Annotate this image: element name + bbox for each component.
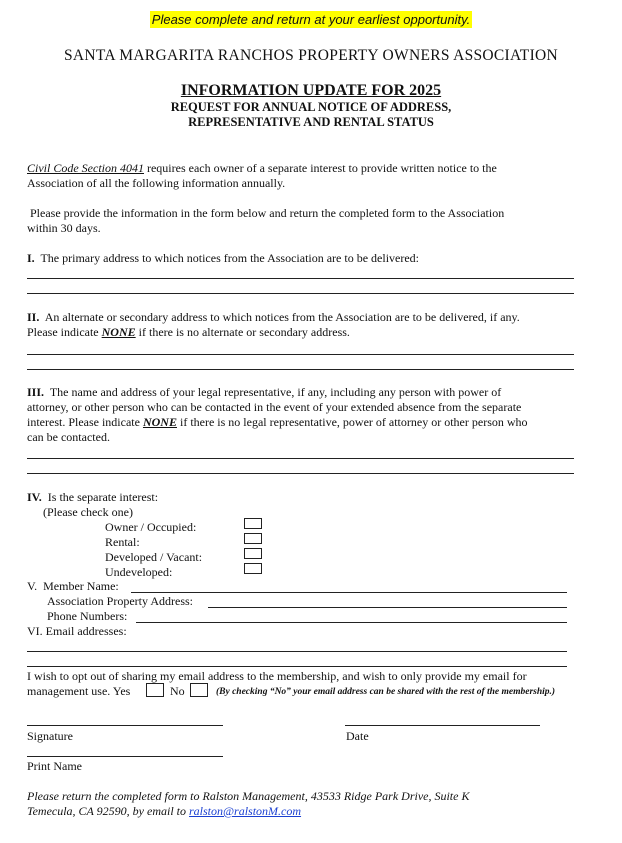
section-3-heading	[27, 385, 501, 400]
section-3-line4: can be contacted.	[27, 430, 110, 444]
section-3-line2: attorney, or other person who can be contacted in the event of your extended absence from the separate	[27, 400, 522, 414]
primary-address-line-1[interactable]	[27, 278, 574, 279]
footer-line2-text: Temecula, CA 92590, by email to	[27, 804, 189, 818]
form-subtitle-2: REPRESENTATIVE AND RENTAL STATUS	[188, 115, 434, 129]
email-field-line-2[interactable]	[27, 666, 567, 667]
optout-no-label: No	[170, 684, 185, 698]
signature-field[interactable]	[27, 725, 223, 726]
optout-line2-label: management use. Yes	[27, 684, 131, 698]
civil-code-reference: Civil Code Section 4041	[27, 161, 144, 175]
banner	[0, 11, 622, 29]
section-3-line3-post: if there is no legal representative, power of attorney or other person who	[176, 415, 528, 429]
section-5-heading	[27, 579, 119, 594]
section-1-number: I.	[27, 251, 35, 265]
optout-yes-checkbox[interactable]	[146, 683, 164, 697]
signature-label: Signature	[27, 729, 73, 743]
section-3-number: III.	[27, 385, 45, 399]
member-name-field[interactable]	[131, 592, 567, 593]
intro-line2: Association of all the following information annually.	[27, 176, 286, 190]
print-name-field[interactable]	[27, 756, 223, 757]
rental-checkbox[interactable]	[244, 533, 262, 544]
print-name-label: Print Name	[27, 759, 82, 773]
option-rental-label: Rental:	[105, 535, 140, 549]
representative-line-1[interactable]	[27, 458, 574, 459]
section-6-heading	[27, 624, 127, 639]
developed-vacant-checkbox[interactable]	[244, 548, 262, 559]
property-address-field[interactable]	[208, 607, 567, 608]
section-4-number: IV.	[27, 490, 42, 504]
section-2-line1: An alternate or secondary address to which notices from the Association are to be delivered, if any.	[44, 310, 520, 324]
footer-email-link[interactable]: ralston@ralstonM.com	[189, 804, 302, 818]
primary-address-line-2[interactable]	[27, 293, 574, 294]
phone-field[interactable]	[136, 622, 567, 623]
intro-paragraph	[27, 161, 597, 176]
optout-line1: I wish to opt out of sharing my email address to the membership, and wish to only provide my email for	[27, 669, 527, 683]
property-address-label: Association Property Address:	[47, 594, 193, 608]
option-developed-vacant-label: Developed / Vacant:	[105, 550, 203, 564]
representative-line-2[interactable]	[27, 473, 574, 474]
section-3-none: NONE	[142, 415, 177, 429]
optout-note: (By checking “No” your email address can be shared with the rest of the membership.)	[216, 687, 556, 697]
alternate-address-line-2[interactable]	[27, 369, 574, 370]
section-4-heading	[27, 490, 158, 505]
section-2-heading	[27, 310, 520, 325]
date-label: Date	[346, 729, 369, 743]
footer-line2	[27, 804, 301, 819]
option-owner-occupied-label: Owner / Occupied:	[105, 520, 197, 534]
section-1-text: The primary address to which notices from the Association are to be delivered:	[40, 251, 420, 265]
section-6-number: VI.	[27, 624, 43, 638]
org-name: SANTA MARGARITA RANCHOS PROPERTY OWNERS ASSOCIATION	[63, 47, 559, 64]
section-2-line2-post: if there is no alternate or secondary address.	[135, 325, 350, 339]
section-2-line2-pre: Please indicate	[27, 325, 102, 339]
member-name-label: Member Name:	[43, 579, 119, 593]
section-3-line3	[27, 415, 528, 430]
intro-line1: requires each owner of a separate interest to provide written notice to the	[143, 161, 497, 175]
section-2-line2	[27, 325, 350, 340]
instructions-line1: Please provide the information in the form below and return the completed form to the Association	[27, 206, 505, 220]
section-4-question: Is the separate interest:	[47, 490, 159, 504]
section-5-number: V.	[27, 579, 38, 593]
form-title: INFORMATION UPDATE FOR 2025	[180, 82, 442, 99]
email-label: Email addresses:	[45, 624, 127, 638]
undeveloped-checkbox[interactable]	[244, 563, 262, 574]
section-3-line3-pre: interest. Please indicate	[27, 415, 143, 429]
section-2-number: II.	[27, 310, 40, 324]
phone-label: Phone Numbers:	[47, 609, 128, 623]
option-undeveloped-label: Undeveloped:	[105, 565, 173, 579]
optout-no-checkbox[interactable]	[190, 683, 208, 697]
section-3-line1: The name and address of your legal representative, if any, including any person with power of	[49, 385, 502, 399]
form-subtitle-1: REQUEST FOR ANNUAL NOTICE OF ADDRESS,	[170, 100, 452, 114]
banner-text: Please complete and return at your earliest opportunity.	[151, 12, 471, 27]
date-field[interactable]	[345, 725, 540, 726]
section-1-heading	[27, 251, 419, 266]
alternate-address-line-1[interactable]	[27, 354, 574, 355]
instructions-line2: within 30 days.	[27, 221, 101, 235]
section-2-none: NONE	[101, 325, 136, 339]
owner-occupied-checkbox[interactable]	[244, 518, 262, 529]
section-4-hint: (Please check one)	[43, 505, 133, 519]
email-field-line-1[interactable]	[27, 651, 567, 652]
footer-line1: Please return the completed form to Ralston Management, 43533 Ridge Park Drive, Suite K	[27, 789, 470, 803]
